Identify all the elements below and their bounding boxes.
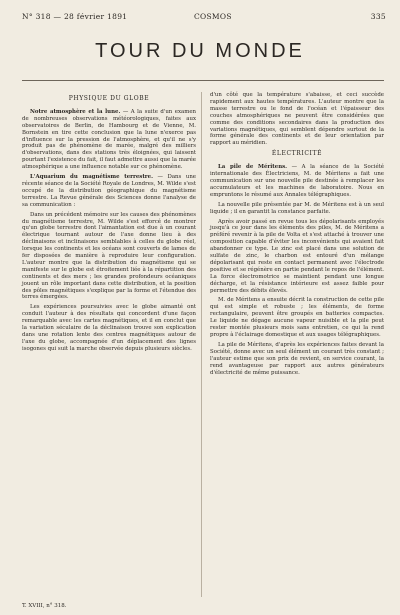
section-heading-physique: PHYSIQUE DU GLOBE (68, 95, 150, 102)
paragraph: Dans un précédent mémoire sur les causes des phénomènes du magnétisme terrestre, M. Wilde s'est efforcé de montrer qu'un globe terrestre dont l'aimantation est due à un courant électrique tournant autour de l'axe donne lieu à des déclinaisons et inclinaisons semblables à celles du globe réel, lorsque les continents et les océans sont couverts de lames de fer disposées de manière à reproduire leur configuration. L'auteur montre que la distribution du magnétisme qui se manifeste sur le globe est étroitement liée à la répartition des continents et des mers ; les grandes profondeurs océaniques jouent un rôle important dans cette distribution, et la position des pôles magnétiques s'explique par la forme et l'étendue des terres émergées. (22, 211, 196, 301)
paragraph: La pile de Méritens, d'après les expériences faites devant la Société, donne avec un seul élément un courant très constant ; l'auteur estime que son prix de revient, en service courant, la rend avantageuse par rapport aux autres générateurs d'électricité de même puissance. (210, 341, 384, 376)
paragraph: d'un côté que la température s'abaisse, et ceci succède rapidement aux hautes températures. L'auteur montre que la masse terrestre ou le fond de l'océan et l'épaisseur des couches atmosphériques ne peuvent être considérées que comme des conditions secondaires dans la production des variations magnétiques, qui semblent dépendre surtout de la forme générale des continents et de leur orientation par rapport au méridien. (210, 92, 384, 147)
paragraph: M. de Méritens a ensuite décrit la construction de cette pile qui est simple et robuste ; les éléments, de forme rectangulaire, peuvent être groupés en batteries compactes. Le liquide ne dégage aucune vapeur nuisible et la pile peut rester montée plusieurs mois sans entretien, ce qui la rend propre à l'éclairage domestique et aux usages télégraphiques. (210, 297, 384, 338)
paragraph-text: — A la suite d'un examen de nombreuses observations météorologiques, faites aux observatoires de Berlin, de Hambourg et de Vienne, M. Bornstein en tire cette conclusion que la lune n'exerce pas d'influence sur la pression de l'atmosphère, et qu'il ne s'y produit pas de phénomène de marée, malgré des milliers d'observations, dans des stations très éloignées, qui laissent pourtant l'existence du fait, il faut admettre aussi que la marée atmosphérique a une influence notable sur ce phénomène. (22, 108, 197, 171)
paragraph: La nouvelle pile présentée par M. de Méritens est à un seul liquide ; il en garantit la constance parfaite. (210, 201, 384, 215)
article-pile-meritens (210, 164, 384, 199)
article-heading: Notre atmosphère et la lune. (30, 108, 121, 115)
article-atmosphere-lune (22, 109, 196, 171)
paragraph-text: — Dans une récente séance de la Société Royale de Londres, M. Wilde s'est occupé de la distribution géographique du magnétisme terrestre. La Revue générale des Sciences donne l'analyse de sa communication : (22, 174, 196, 208)
paragraph: Les expériences poursuivies avec le globe aimanté ont conduit l'auteur à des résultats qui concordent d'une façon remarquable avec les cartes magnétiques, et il en conclut que la variation séculaire de la déclinaison trouve son explication dans une rotation lente des centres magnétiques autour de l'axe du globe, accompagnée d'un déplacement des lignes isogones qui suit la marche observée depuis plusieurs siècles. (22, 304, 196, 352)
title-rule (22, 80, 384, 81)
journal-name: COSMOS (194, 12, 232, 21)
article-heading: L'Aquarium du magnétisme terrestre. (30, 174, 153, 181)
section-heading-electricite: ÉLECTRICITÉ (271, 150, 323, 158)
article-heading: La pile de Méritens. (218, 164, 288, 171)
paragraph: Après avoir passé en revue tous les dépolarisants employés jusqu'à ce jour dans les éléments des piles, M. de Méritens a préféré revenir à la pile de Volta et s'est attaché à trouver une composition capable d'éviter les inconvénients qui avaient fait abandonner ce type. Le zinc est placé dans une solution de sulfate de zinc, le charbon est entouré d'un mélange dépolarisant qui reste en contact permanent avec l'électrode positive et se régénère en partie pendant le repos de l'élément. La force électromotrice se maintient pendant une longue décharge, et la résistance intérieure est assez faible pour permettre des débits élevés. (210, 218, 384, 294)
column-divider (201, 92, 202, 597)
page-header (22, 12, 386, 22)
volume-footer: T. XVIII, n° 318. (22, 603, 67, 609)
page-title: TOUR DU MONDE (95, 40, 305, 62)
right-column (210, 92, 384, 379)
article-magnetisme (22, 174, 196, 209)
paragraph-text: — A la séance de la Société internationale des Électriciens, M. de Méritens a fait une communication sur une nouvelle pile destinée à remplacer les accumulateurs et les machines de laboratoire. Nous en empruntons le résumé aux Annales télégraphiques. (210, 164, 384, 198)
left-column (22, 92, 196, 356)
page-number: 335 (370, 12, 386, 21)
issue-number: N° 318 — 28 février 1891 (22, 12, 128, 21)
